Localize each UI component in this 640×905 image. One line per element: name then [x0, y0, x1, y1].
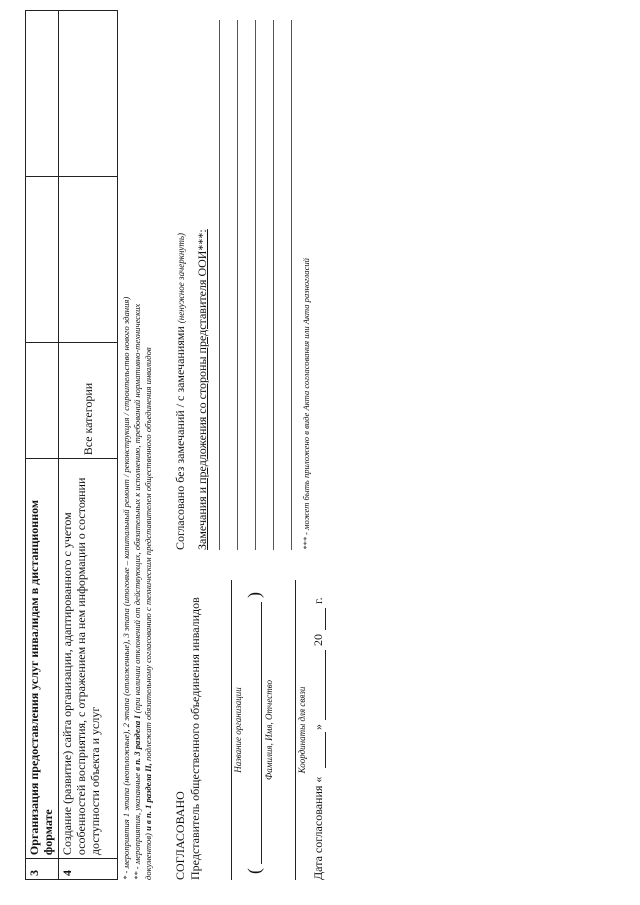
rotated-document-page — [25, 10, 355, 880]
date-year-prefix: 20 — [311, 634, 325, 646]
row-empty-cell — [26, 176, 59, 342]
footnote-1: * - мероприятия 1 этапа (неотложные), 2 этапа (отложенные), 3 этапа (итоговые – капитальный ремонт / реконструкция / строительство нового здания) — [121, 296, 131, 880]
full-name-caption: Фамилия, Имя, Отчество — [264, 680, 274, 780]
row-number: 3 — [26, 859, 59, 880]
bracket-left: ( — [244, 868, 264, 874]
remarks-line[interactable] — [237, 20, 238, 550]
org-name-line[interactable] — [231, 580, 232, 880]
date-year-line[interactable] — [325, 608, 326, 630]
footnote-3: документов) и в п. 1 раздела II, подлежат обязательному согласованию с техническим представителем общественного объединения инвалидов — [143, 347, 153, 880]
footnote-2: ** - мероприятия, указанные в п. 3 раздела I (при наличии отклонений от действующих, обязательных к исполнению, требований нормативно-технических — [132, 303, 142, 880]
row-empty-cell — [59, 11, 118, 177]
footnotes — [121, 10, 154, 880]
row-text: Организация предоставления услуг инвалидам в дистанционном формате — [26, 459, 59, 859]
remarks-line[interactable] — [273, 20, 274, 550]
row-empty-cell — [59, 176, 118, 342]
date-month-line[interactable] — [325, 650, 326, 720]
full-name-line[interactable] — [261, 602, 262, 864]
org-name-caption: Название организации — [233, 687, 243, 773]
remarks-line[interactable] — [255, 20, 256, 550]
approval-heading: СОГЛАСОВАНО — [173, 791, 187, 880]
approval-representative: Представитель общественного объединения инвалидов — [188, 597, 202, 880]
date-label: Дата согласования « — [311, 776, 325, 880]
measures-table — [25, 10, 118, 880]
table-row — [26, 11, 59, 880]
row-category — [26, 342, 59, 459]
date-day-line[interactable] — [325, 732, 326, 768]
row-category: Все категории — [59, 342, 118, 459]
remarks-line[interactable] — [219, 20, 220, 550]
contacts-line[interactable] — [295, 580, 296, 880]
bracket-right: ) — [244, 592, 264, 598]
remarks-line[interactable] — [291, 20, 292, 550]
contacts-caption: Координаты для связи — [297, 686, 307, 774]
proposals-label: Замечания и предложения со стороны представителя ООИ***: — [195, 229, 209, 550]
row-number: 4 — [59, 859, 118, 880]
table-row — [59, 11, 118, 880]
date-suffix: г. — [311, 597, 325, 604]
row-text: Создание (развитие) сайта организации, адаптированного с учетом особенностей восприятия, с отражением на нем информации о состоянии доступности объекта и услуг — [59, 459, 118, 859]
row-empty-cell — [26, 11, 59, 177]
date-quote-close: » — [311, 724, 325, 730]
approval-status: Согласовано без замечаний / с замечаниями (ненужное зачеркнуть) — [173, 233, 187, 550]
remarks-footnote: *** - может быть приложено в виде Акта согласования или Акта разногласий — [301, 258, 311, 550]
